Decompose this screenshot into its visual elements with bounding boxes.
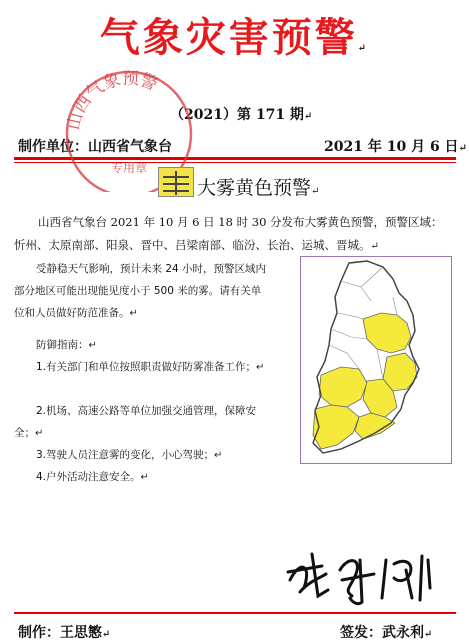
shanxi-province-map [301,257,451,463]
issuing-unit: 制作单位：山西省气象台 [18,139,172,155]
yellow-fog-warning-icon [158,167,194,197]
handwritten-signature [282,530,442,610]
signer-line: 签发：武永利↵ [340,625,433,641]
warning-title: 大雾黄色预警↵ [197,177,320,199]
issue-date: 2021 年 10 月 6 日↵ [324,139,467,155]
guide-heading: 防御指南：↵ [36,339,97,351]
guide-item: 2.机场、高速公路等单位加强交通管理，保障安全；↵ [14,405,257,439]
impact-text: 受静稳天气影响，预计未来 24 小时，预警区域内部分地区可能出现能见度小于 500 米的雾。请有关单位和人员做好防范准备。↵ [14,263,267,319]
document-title: 气象灾害预警↵ [99,14,370,61]
guide-item: 4.户外活动注意安全。↵ [36,471,149,483]
guide-item: 3.驾驶人员注意雾的变化，小心驾驶；↵ [36,449,223,461]
svg-text:专用章: 专用章 [110,161,148,175]
svg-text:山西气象预警: 山西气象预警 [63,68,161,132]
guide-item: 1.有关部门和单位按照职责做好防雾准备工作；↵ [36,361,265,373]
alert-area-map [300,256,452,464]
warning-summary: 山西省气象台 2021 年 10 月 6 日 18 时 30 分发布大雾黄色预警，预警区域：忻州、太原南部、阳泉、晋中、吕梁南部、临汾、长治、运城、晋城。↵ [14,215,443,252]
footer-rule [14,612,456,614]
issue-number: （2021）第 171 期↵ [170,107,313,123]
maker-line: 制作：王思慜↵ [18,625,111,641]
